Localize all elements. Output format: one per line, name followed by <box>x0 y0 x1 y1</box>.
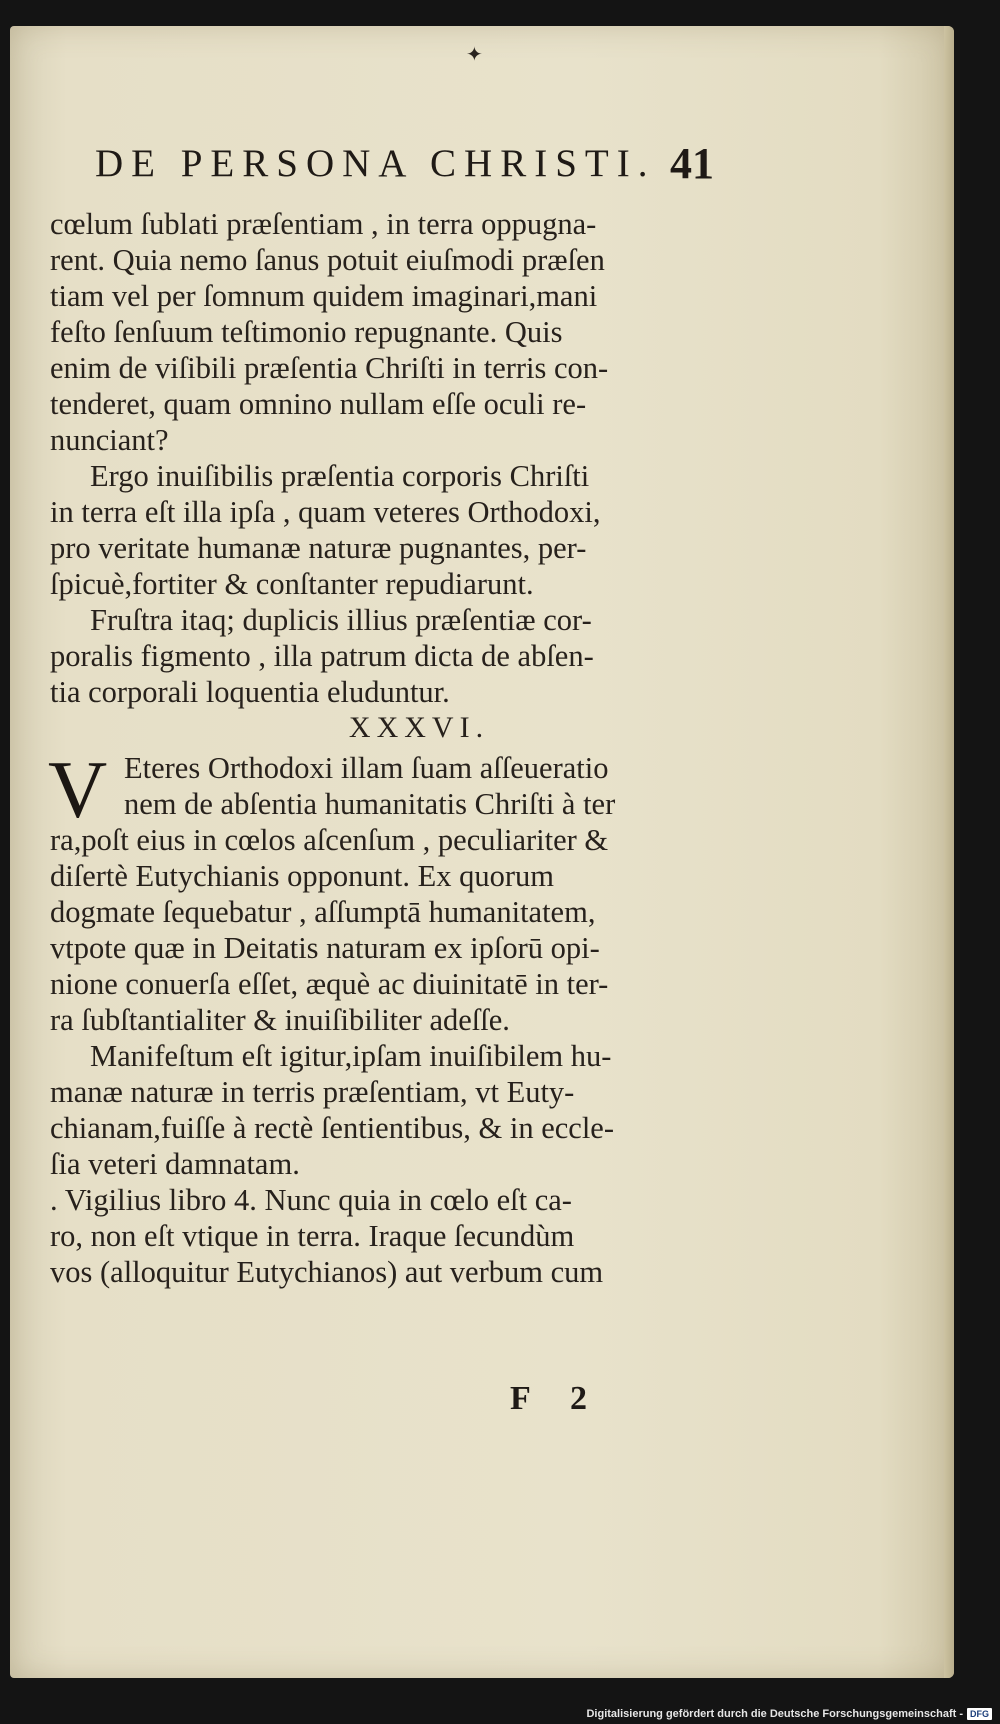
text-line: Ergo inuiſibilis præſentia corporis Chriſti <box>90 459 590 493</box>
text-line: Fruſtra itaq; duplicis illius præſentiæ cor- <box>90 603 592 637</box>
text-line: chianam,fuiſſe à rectè ſentientibus, & in eccle- <box>50 1111 614 1145</box>
body-text <box>50 206 718 1290</box>
text-line: tenderet, quam omnino nullam eſſe oculi re- <box>50 387 587 421</box>
text-line: vtpote quæ in Deitatis naturam ex ipſorū opi- <box>50 931 600 965</box>
dfg-logo: DFG <box>967 1708 992 1720</box>
paragraph-with-dropcap <box>48 744 718 1038</box>
text-line: ſia veteri damnatam. <box>50 1147 300 1181</box>
text-line: ra,poſt eius in cœlos aſcenſum , peculiariter & <box>50 823 609 857</box>
text-line: nunciant? <box>50 423 169 457</box>
text-line: in terra eſt illa ipſa , quam veteres Orthodoxi, <box>50 495 601 529</box>
signature-mark: F 2 <box>510 1380 604 1417</box>
text-line: poralis figmento , illa patrum dicta de abſen- <box>50 639 594 673</box>
text-line: Eteres Orthodoxi illam ſuam aſſeueratio <box>124 751 609 785</box>
digitization-credit <box>586 1708 992 1720</box>
section-number: XXXVI. <box>348 711 490 744</box>
running-head: DE PERSONA CHRISTI. <box>95 142 656 185</box>
text-line: ra ſubſtantialiter & inuiſibiliter adeſſe. <box>50 1003 510 1037</box>
text-line: ro, non eſt vtique in terra. Iraque ſecundùm <box>50 1219 575 1253</box>
text-line: nem de abſentia humanitatis Chriſti à ter <box>124 787 616 821</box>
text-line: cœlum ſublati præſentiam , in terra oppugna- <box>50 207 597 241</box>
top-ornament-mark: ✦ <box>466 42 483 66</box>
book-page <box>10 26 954 1678</box>
drop-cap-initial: V <box>48 744 108 835</box>
page-number: 41 <box>670 139 714 188</box>
text-line: vos (alloquitur Eutychianos) aut verbum cum <box>50 1255 604 1289</box>
text-line: ſpicuè,fortiter & conſtanter repudiarunt. <box>50 567 534 601</box>
text-line: tiam vel per ſomnum quidem imaginari,mani <box>50 279 598 313</box>
text-line: rent. Quia nemo ſanus potuit eiuſmodi præſen <box>50 243 605 277</box>
text-line: enim de viſibili præſentia Chriſti in terris con- <box>50 351 609 385</box>
credit-text: Digitalisierung gefördert durch die Deutsche Forschungsgemeinschaft - <box>586 1708 963 1720</box>
text-line: tia corporali loquentia eluduntur. <box>50 675 450 709</box>
page-edge <box>944 26 954 1678</box>
text-line: nione conuerſa eſſet, æquè ac diuinitatē in ter- <box>50 967 609 1001</box>
text-line: Manifeſtum eſt igitur,ipſam inuiſibilem hu- <box>90 1039 612 1073</box>
text-line: pro veritate humanæ naturæ pugnantes, per- <box>50 531 587 565</box>
text-line: feſto ſenſuum teſtimonio repugnante. Quis <box>50 315 563 349</box>
text-line: dogmate ſequebatur , aſſumptā humanitatem, <box>50 895 596 929</box>
text-line: manæ naturæ in terris præſentiam, vt Euty- <box>50 1075 575 1109</box>
text-line: . Vigilius libro 4. Nunc quia in cœlo eſt ca- <box>50 1183 572 1217</box>
text-line: diſertè Eutychianis opponunt. Ex quorum <box>50 859 555 893</box>
